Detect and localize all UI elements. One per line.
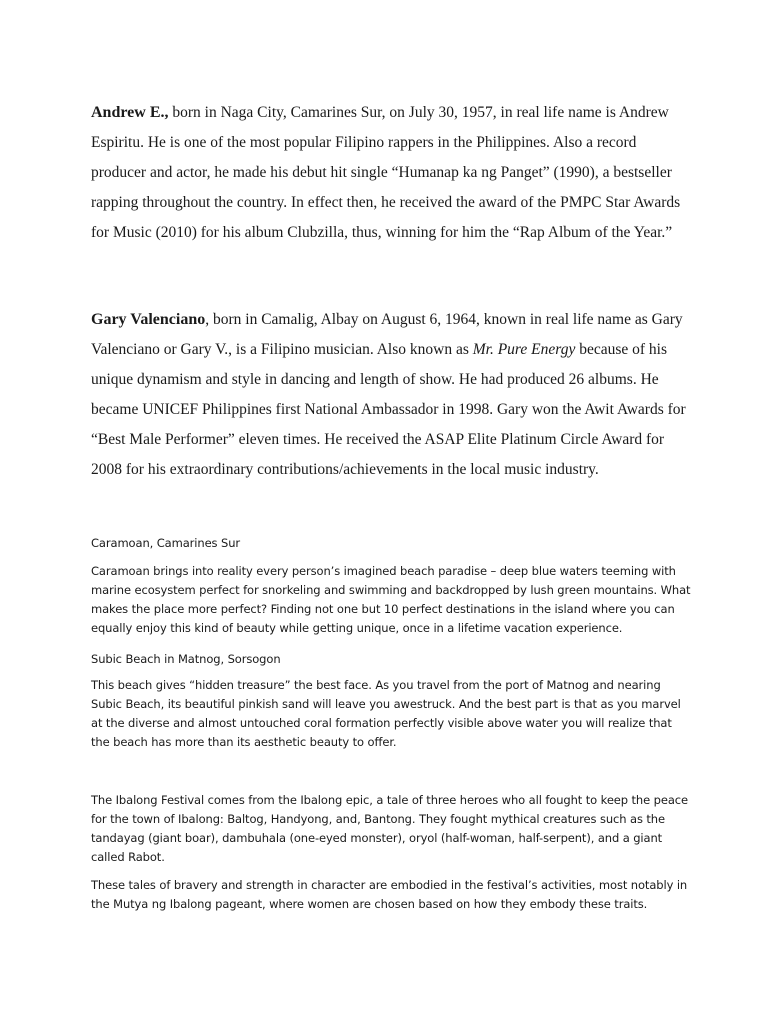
gary-text-after: because of his unique dynamism and style in dancing and length of show. He had produced 26 albums. He became UNICEF Philippines first National Ambassador in 1998. Gary won the Awit Awards for “Best Male Performer” eleven times. He received the ASAP Elite Platinum Circle Award for 2008 for his extraordinary contributions/achievements in the local music industry.: [91, 341, 686, 478]
gary-valenciano-name: Gary Valenciano: [91, 311, 206, 328]
ibalong-paragraph-1: The Ibalong Festival comes from the Ibalong epic, a tale of three heroes who all fought to keep the peace for the town of Ibalong: Baltog, Handyong, and, Bantong. They fought mythical creatures such as the tandayag (giant boar), dambuhala (one-eyed monster), oryol (half-woman, half-serpent), and a giant called Rabot.: [91, 793, 688, 864]
andrew-e-text: born in Naga City, Camarines Sur, on July 30, 1957, in real life name is Andrew Espiritu. He is one of the most popular Filipino rappers in the Philippines. Also a record producer and actor, he made his debut hit single “Humanap ka ng Panget” (1990), a bestseller rapping throughout the country. In effect then, he received the award of the PMPC Star Awards for Music (2010) for his album Clubzilla, thus, winning for him the “Rap Album of the Year.”: [91, 104, 681, 241]
caramoan-heading: Caramoan, Camarines Sur: [91, 536, 241, 550]
subic-heading: Subic Beach in Matnog, Sorsogon: [91, 652, 281, 666]
andrew-e-name: Andrew E.,: [91, 104, 169, 121]
subic-paragraph: This beach gives “hidden treasure” the best face. As you travel from the port of Matnog and nearing Subic Beach, its beautiful pinkish sand will leave you awestruck. And the best part is that as you marvel at the diverse and almost untouched coral formation perfectly visible above water you will realize that the beach has more than its aesthetic beauty to offer.: [91, 678, 681, 749]
andrew-e-paragraph: [91, 98, 691, 248]
gary-valenciano-paragraph: [91, 305, 691, 485]
ibalong-paragraph-2: These tales of bravery and strength in character are embodied in the festival’s activities, most notably in the Mutya ng Ibalong pageant, where women are chosen based on how they embody these traits.: [91, 878, 688, 911]
caramoan-paragraph: Caramoan brings into reality every person’s imagined beach paradise – deep blue waters teeming with marine ecosystem perfect for snorkeling and swimming and backdropped by lush green mountains. What makes the place more perfect? Finding not one but 10 perfect destinations in the island where you can equally enjoy this kind of beauty while getting unique, once in a lifetime vacation experience.: [91, 564, 691, 635]
gary-text-before: , born in Camalig, Albay on August 6, 1964, known in real life name as Gary Valenciano or Gary V., is a Filipino musician. Also known as: [91, 311, 683, 358]
gary-nickname: Mr. Pure Energy: [472, 341, 576, 358]
